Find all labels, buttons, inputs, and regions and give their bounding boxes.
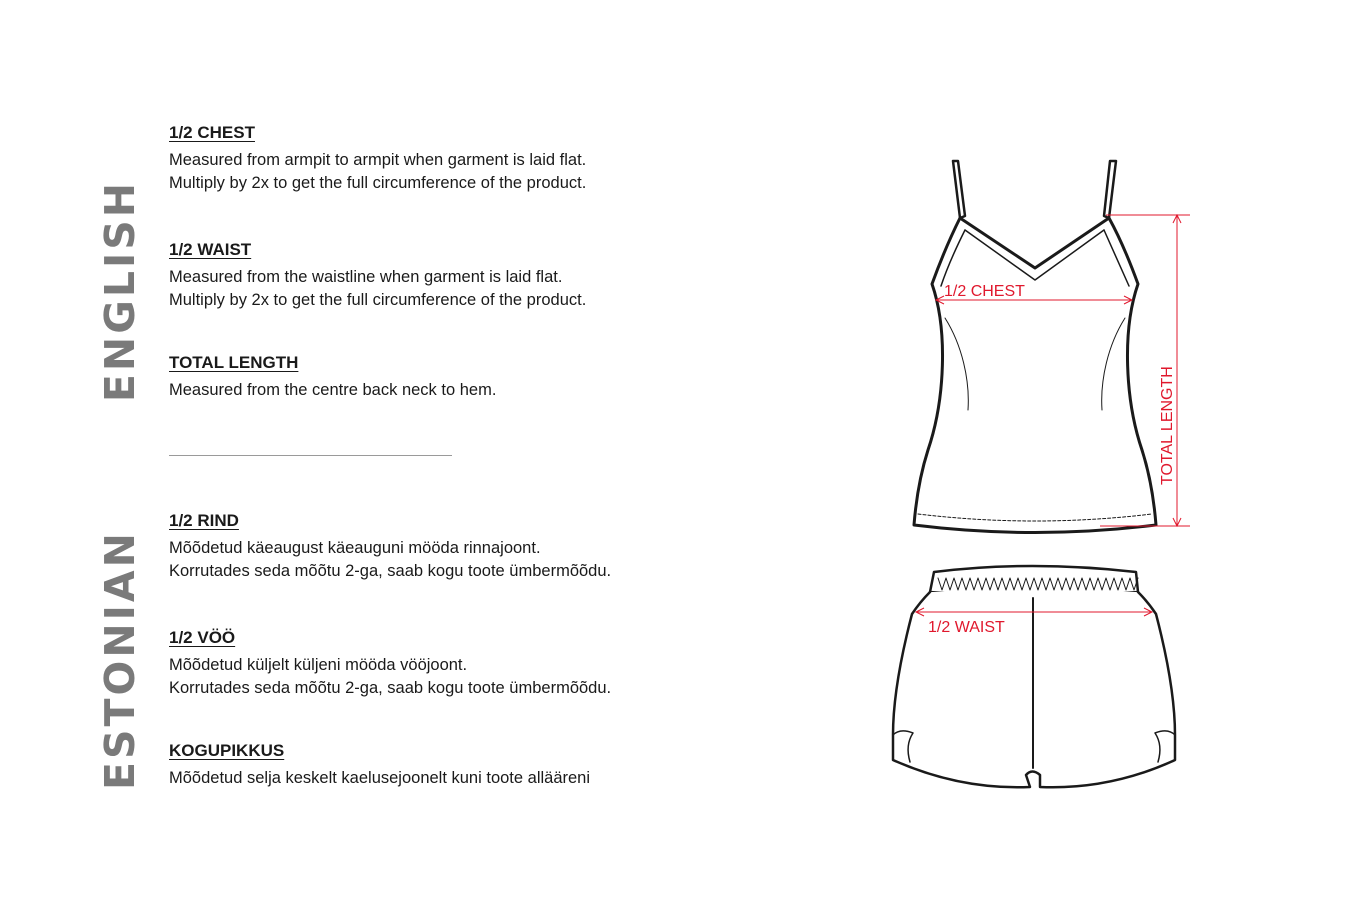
estonian-waist-line-1: Mõõdetud küljelt küljeni mööda vööjoont. — [169, 656, 468, 674]
english-waist-heading: 1/2 WAIST — [169, 240, 252, 259]
estonian-waist-heading: 1/2 VÖÖ — [169, 628, 236, 647]
language-label-english: ENGLISH — [96, 179, 144, 403]
right-strap — [1104, 161, 1116, 218]
english-chest-heading: 1/2 CHEST — [169, 123, 255, 142]
estonian-chest-line-1: Mõõdetud käeaugust käeauguni mööda rinnajoont. — [169, 539, 541, 557]
camisole-top-illustration — [914, 161, 1156, 533]
english-waist-line-2: Multiply by 2x to get the full circumference of the product. — [169, 291, 587, 309]
english-length-line-1: Measured from the centre back neck to hem. — [169, 381, 497, 399]
estonian-waist-line-2: Korrutades seda mõõtu 2-ga, saab kogu toote ümbermõõdu. — [169, 679, 612, 697]
left-strap — [953, 161, 965, 218]
estonian-length-line-1: Mõõdetud selja keskelt kaelusejoonelt kuni toote allääreni — [169, 769, 591, 787]
estonian-chest-line-2: Korrutades seda mõõtu 2-ga, saab kogu toote ümbermõõdu. — [169, 562, 612, 580]
english-chest-line-2: Multiply by 2x to get the full circumference of the product. — [169, 174, 587, 192]
estonian-chest-heading: 1/2 RIND — [169, 511, 239, 530]
shorts-illustration — [893, 566, 1175, 787]
english-waist-line-1: Measured from the waistline when garment is laid flat. — [169, 268, 563, 286]
english-length-heading: TOTAL LENGTH — [169, 353, 299, 372]
waist-measure-label: 1/2 WAIST — [928, 619, 1005, 636]
length-measure-label: TOTAL LENGTH — [1159, 366, 1176, 485]
estonian-length-heading: KOGUPIKKUS — [169, 741, 285, 760]
english-chest-line-1: Measured from armpit to armpit when garment is laid flat. — [169, 151, 587, 169]
chest-measure-label: 1/2 CHEST — [944, 283, 1025, 300]
language-label-estonian: ESTONIAN — [96, 530, 144, 790]
